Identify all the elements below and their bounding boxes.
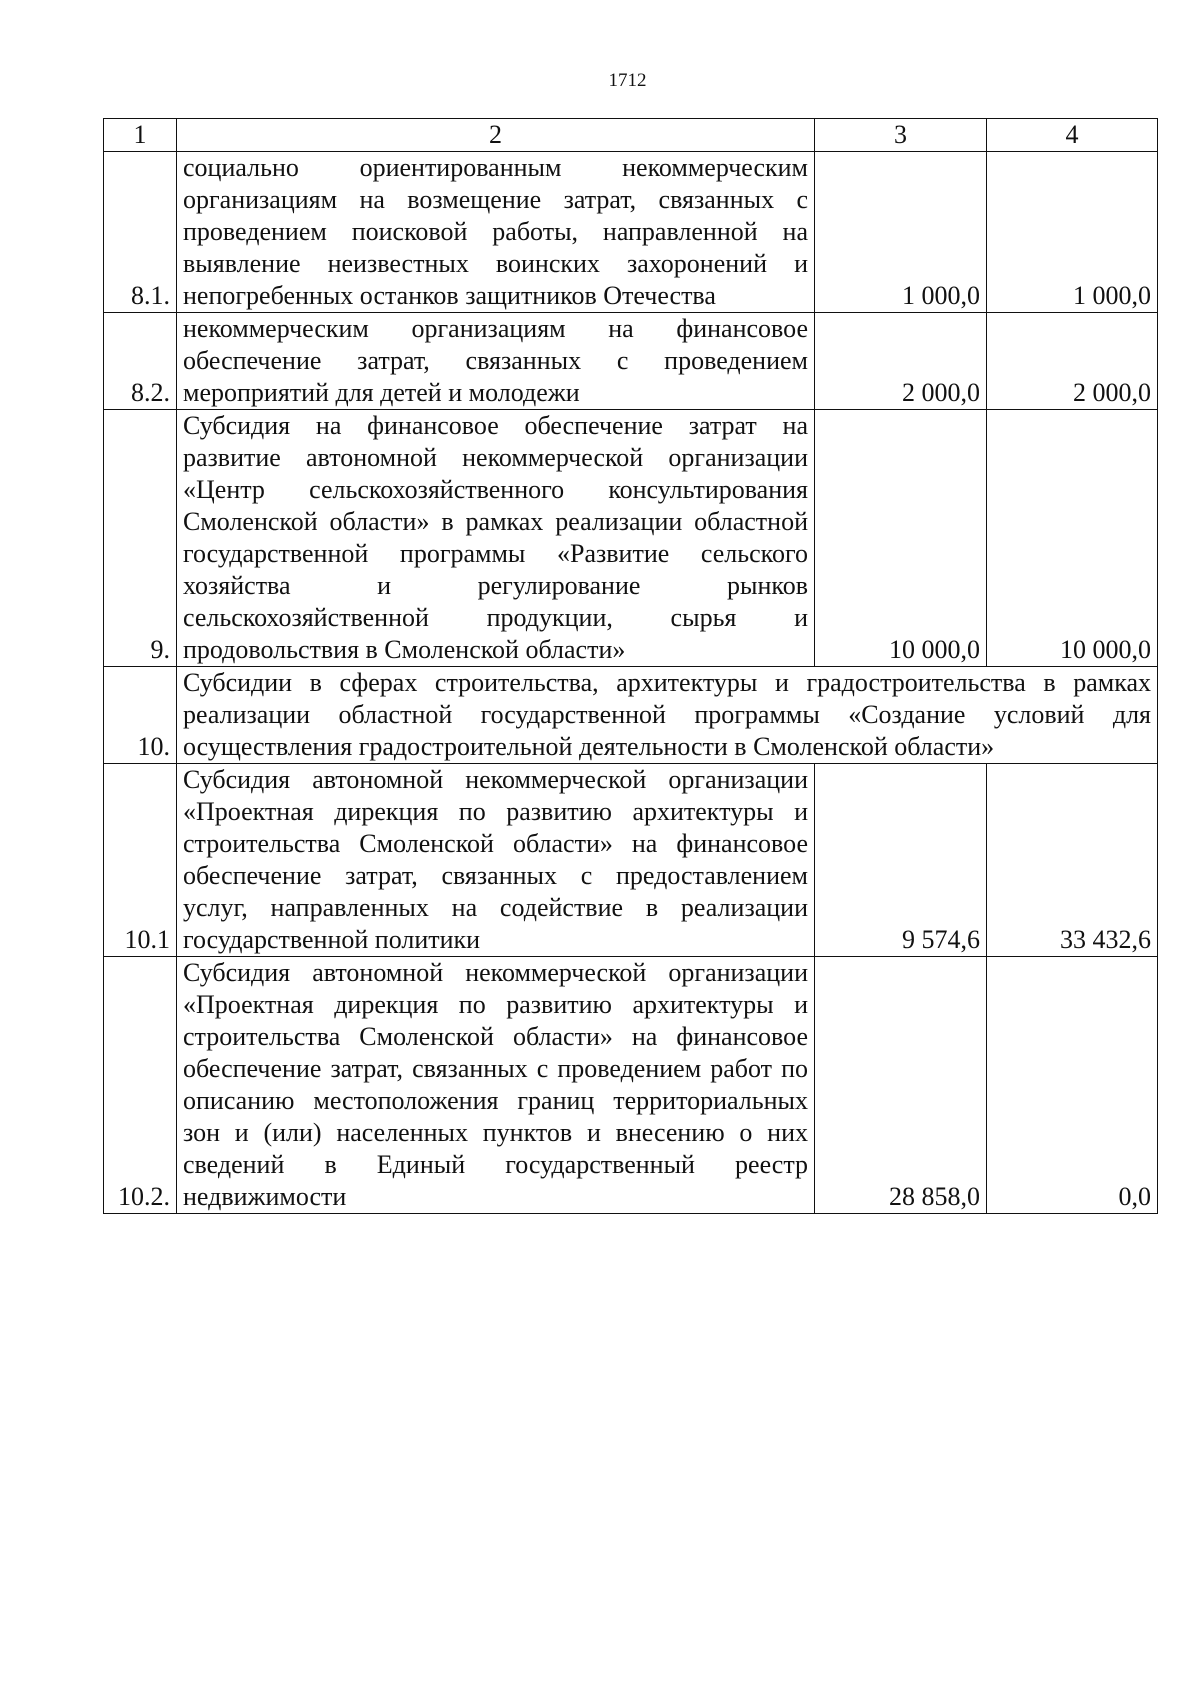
table-row-section	[104, 667, 1158, 764]
row-value-col4: 1 000,0	[987, 152, 1158, 313]
table-row	[104, 410, 1158, 667]
column-header-2: 2	[177, 119, 815, 152]
column-header-4: 4	[987, 119, 1158, 152]
row-description: социально ориентированным некоммерческим организациям на возмещение затрат, связанных с проведением поисковой работы, направленной на выявление неизвестных воинских захоронений и непогребенных останков защитников Отечества	[177, 152, 815, 313]
table-header-row	[104, 119, 1158, 152]
row-number: 10.2.	[104, 957, 177, 1214]
row-description: некоммерческим организациям на финансовое обеспечение затрат, связанных с проведением мероприятий для детей и молодежи	[177, 313, 815, 410]
row-description: Субсидия на финансовое обеспечение затрат на развитие автономной некоммерческой организации «Центр сельскохозяйственного консультирования Смоленской области» в рамках реализации областной государственной программы «Развитие сельского хозяйства и регулирование рынков сельскохозяйственной продукции, сырья и продовольствия в Смоленской области»	[177, 410, 815, 667]
row-value-col4: 33 432,6	[987, 764, 1158, 957]
row-value-col3: 28 858,0	[815, 957, 987, 1214]
row-number: 10.1	[104, 764, 177, 957]
row-value-col3: 10 000,0	[815, 410, 987, 667]
row-description: Субсидия автономной некоммерческой организации «Проектная дирекция по развитию архитектуры и строительства Смоленской области» на финансовое обеспечение затрат, связанных с предоставлением услуг, направленных на содействие в реализации государственной политики	[177, 764, 815, 957]
row-value-col4: 0,0	[987, 957, 1158, 1214]
table-row	[104, 764, 1158, 957]
section-description: Субсидии в сферах строительства, архитектуры и градостроительства в рамках реализации областной государственной программы «Создание условий для осуществления градостроительной деятельности в Смоленской области»	[177, 667, 1158, 764]
row-value-col3: 9 574,6	[815, 764, 987, 957]
row-number: 8.2.	[104, 313, 177, 410]
budget-table	[103, 118, 1158, 1214]
row-value-col3: 2 000,0	[815, 313, 987, 410]
table-row	[104, 313, 1158, 410]
table-row	[104, 957, 1158, 1214]
row-description: Субсидия автономной некоммерческой организации «Проектная дирекция по развитию архитектуры и строительства Смоленской области» на финансовое обеспечение затрат, связанных с проведением работ по описанию местоположения границ территориальных зон и (или) населенных пунктов и внесению о них сведений в Единый государственный реестр недвижимости	[177, 957, 815, 1214]
column-header-1: 1	[104, 119, 177, 152]
row-value-col3: 1 000,0	[815, 152, 987, 313]
row-value-col4: 2 000,0	[987, 313, 1158, 410]
page-number: 1712	[608, 70, 647, 91]
row-number: 9.	[104, 410, 177, 667]
row-number: 10.	[104, 667, 177, 764]
table-row	[104, 152, 1158, 313]
row-value-col4: 10 000,0	[987, 410, 1158, 667]
row-number: 8.1.	[104, 152, 177, 313]
column-header-3: 3	[815, 119, 987, 152]
